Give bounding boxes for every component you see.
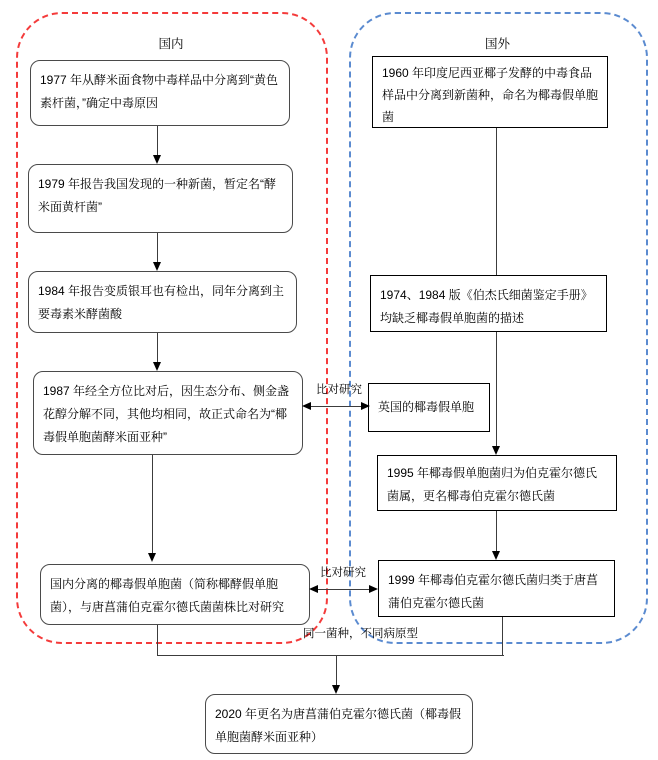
label-compare-study-top: 比对研究 — [316, 384, 362, 396]
label-same-species: 同一菌种，不同病原型 — [303, 628, 418, 640]
domestic-box-compare: 国内分离的椰毒假单胞菌（简称椰酵假单胞菌），与唐菖蒲伯克霍尔德氏菌菌株比对研究 — [40, 564, 310, 625]
foreign-lane-title: 国外 — [484, 37, 510, 51]
domestic-box-1977: 1977 年从酵米面食物中毒样品中分离到“黄色素杆菌，”确定中毒原因 — [30, 60, 290, 126]
foreign-box-1960: 1960 年印度尼西亚椰子发酵的中毒食品样品中分离到新菌种，命名为椰毒假单胞菌 — [372, 56, 608, 128]
domestic-box-1984: 1984 年报告变质银耳也有检出，同年分离到主要毒素米酵菌酸 — [28, 271, 297, 333]
foreign-box-1995: 1995 年椰毒假单胞菌归为伯克霍尔德氏菌属，更名椰毒伯克霍尔德氏菌 — [377, 455, 617, 511]
domestic-lane-title: 国内 — [158, 37, 184, 51]
label-compare-study-bottom: 比对研究 — [320, 567, 366, 579]
domestic-box-1987: 1987 年经全方位比对后，因生态分布、侧金盏花醇分解不同，其他均相同，故正式命名为“椰毒假单胞菌酵米面亚种” — [33, 371, 303, 455]
foreign-box-1974-1984: 1974、1984 版《伯杰氏细菌鉴定手册》均缺乏椰毒假单胞菌的描述 — [370, 275, 607, 332]
final-box-2020: 2020 年更名为唐菖蒲伯克霍尔德氏菌（椰毒假单胞菌酵米面亚种） — [205, 694, 473, 754]
domestic-box-1979: 1979 年报告我国发现的一种新菌，暂定名“酵米面黄杆菌” — [28, 164, 293, 233]
foreign-box-1999: 1999 年椰毒伯克霍尔德氏菌归类于唐菖蒲伯克霍尔德氏菌 — [378, 560, 615, 617]
foreign-box-uk-strain: 英国的椰毒假单胞 — [368, 383, 490, 432]
